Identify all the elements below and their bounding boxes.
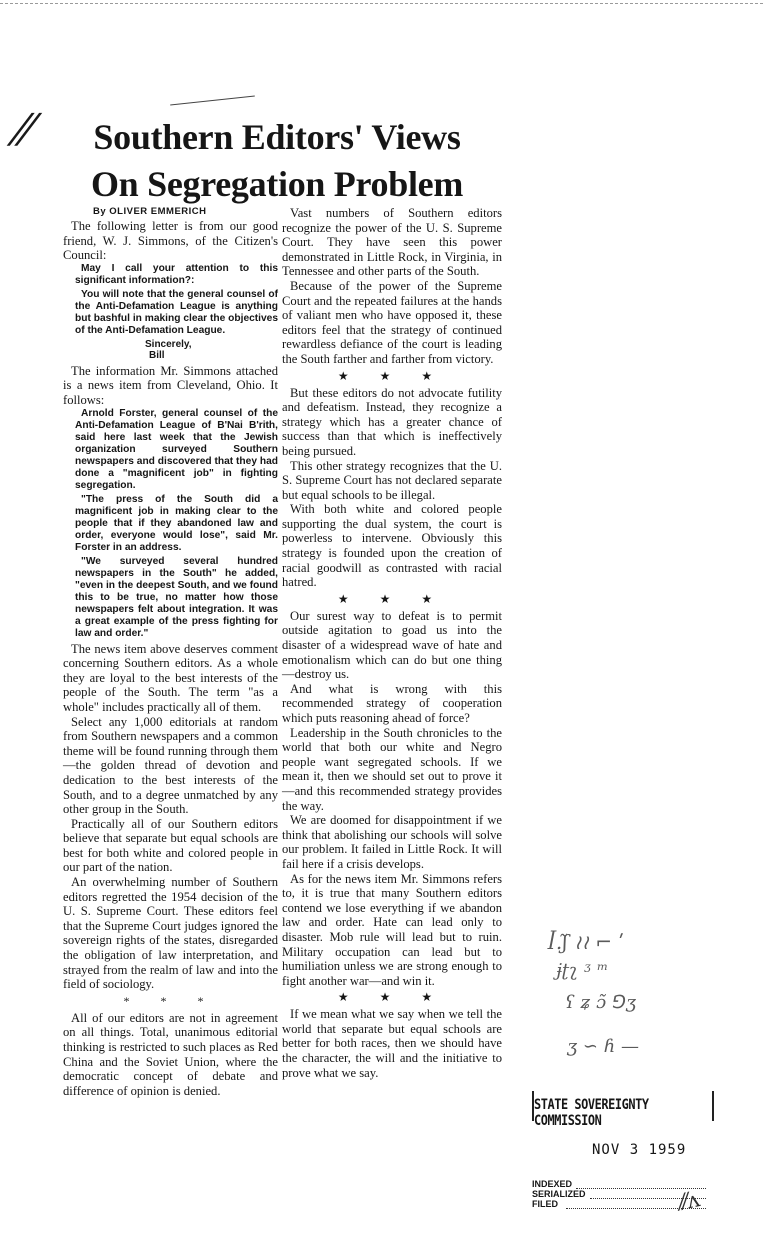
article-column-1 [63,206,278,1098]
handwritten-mark: // [8,106,35,152]
section-divider-stars: ★ ★ ★ [337,990,447,1005]
headline-line-1: Southern Editors' Views [93,117,461,157]
paragraph: The information Mr. Simmons attached is a news item from Cleveland, Ohio. It follows: [63,363,278,407]
paragraph: This other strategy recognizes that the U. S. Supreme Court has not declared separate but equal schools to be illegal. [282,458,502,502]
pencil-scribble [170,96,255,106]
top-dashed-border [0,3,763,4]
quoted-paragraph: "We surveyed several hundred newspapers in the South" he added, "even in the deepest South, and we found this to be true, no matter how those newspapers felt about integration. It was a great example of the press fighting for law and order." [75,555,278,639]
headline-line-2: On Segregation Problem [90,164,464,204]
paragraph: With both white and colored people supporting the dual system, the court is powerless to intervene. Obviously this strategy is founded upon the creation of racial goodwill as contrasted with racial hatred. [282,502,502,590]
stamp-title: STATE SOVEREIGNTY COMMISSION [534,1097,649,1129]
handwritten-note-2: ɉʈʅ ᶾ ᵐ [556,960,609,981]
handwritten-note-4: ʒ ∽ ɦ — [567,1036,639,1057]
column-1-body [63,219,278,1098]
stamp-row-indexed: INDEXED [532,1179,573,1189]
handwritten-initials: ⁄⁄ʌ [677,1187,703,1216]
quoted-paragraph: May I call your attention to this significant information?: [75,262,278,286]
paragraph: Vast numbers of Southern editors recognize the power of the U. S. Supreme Court. They have seen this power demonstrated in Little Rock, in Virginia, in Tennessee and other parts of the South. [282,206,502,279]
paragraph: Because of the power of the Supreme Court and the repeated failures at the hands of valiant men who have opposed it, these editors feel that the strategy of continued rewardless defiance of the court is leading the South farther and farther from victory. [282,278,502,366]
section-divider-stars: ★ ★ ★ [337,368,447,383]
paragraph: The news item above deserves comment concerning Southern editors. As a whole they are loyal to the best interests of the people of the South. The term "as a whole" includes practically all of them. [63,641,278,714]
quoted-paragraph: "The press of the South did a magnificent job in making clear to the people that if they abandoned law and order, everyone would lose", said Mr. Forster in an address. [75,493,278,553]
quoted-paragraph: You will note that the general counsel of the Anti-Defamation League is anything but bashful in making clear the objectives of the Anti-Defamation League. [75,288,278,336]
commission-stamp [528,1085,713,1216]
article-headline [62,114,492,208]
handwritten-note-1: ꟾ.ʃ̃ ≀≀ ⌐ ʹ [548,930,625,954]
byline: By OLIVER EMMERICH [93,206,207,217]
section-divider-stars: * * * [123,993,218,1008]
stamp-date: NOV 3 1959 [592,1142,687,1158]
paragraph: Select any 1,000 editorials at random from Southern newspapers and a common theme will be found running through them—the golden thread of devotion and dedication to the best interests of the South, and to a degree unmatched by any other group in the South. [63,714,278,817]
paragraph: As for the news item Mr. Simmons refers to, it is true that many Southern editors contend we lose everything if we abandon law and order. Hate can lead only to disaster. Mob rule will lead but to ruin. Military occupation can lead but to humiliation unless we are strong enough to fight another war—and win it. [282,871,502,988]
paragraph: And what is wrong with this recommended strategy of cooperation which puts reasoning ahead of force? [282,681,502,725]
signature: Sincerely, [145,338,192,350]
article-column-2 [282,206,502,1080]
paragraph: If we mean what we say when we tell the world that separate but equal schools are better for both races, then we should have the character, the will and the initiative to prove what we say. [282,1007,502,1080]
paragraph: Leadership in the South chronicles to the world that both our white and Negro people want segregated schools. If we mean it, then we should set out to prove it—and this recommended strategy provides the way. [282,725,502,813]
signature: Bill [149,349,165,361]
stamp-row-filed: FILED [532,1199,558,1209]
paragraph: But these editors do not advocate futility and defeatism. Instead, they recognize a strategy which has a greater chance of success than that which is ineffectively being pursued. [282,385,502,458]
column-2-body [282,206,502,1080]
handwritten-note-3: ʕ ʑ ɔ̃ ⅁ʒ [565,992,637,1013]
paragraph: All of our editors are not in agreement on all things. Total, unanimous editorial thinking is restricted to such places as Red China and the Soviet Union, where the democratic concept of debate and difference of opinion is denied. [63,1010,278,1098]
section-divider-stars: ★ ★ ★ [337,591,447,606]
stamp-row-serialized: SERIALIZED [532,1189,586,1199]
paragraph: We are doomed for disappointment if we think that abolishing our schools will solve our problem. It failed in Little Rock. It will fail here if a crisis develops. [282,813,502,871]
quoted-paragraph: Arnold Forster, general counsel of the Anti-Defamation League of B'Nai B'rith, said here last week that the Jewish organization surveyed Southern newspapers and discovered that they had done a "magnificent job" in fighting segregation. [75,407,278,491]
paragraph: The following letter is from our good friend, W. J. Simmons, of the Citizen's Council: [63,219,278,263]
paragraph: An overwhelming number of Southern editors regretted the 1954 decision of the U. S. Supreme Court. These editors feel that the Supreme Court judges ignored the sovereign rights of the states, disregarded the obligation of law interpretation, and strayed from the realm of law and into the field of sociology. [63,875,278,992]
paragraph: Practically all of our Southern editors believe that separate but equal schools are best for both white and colored people in our part of the nation. [63,816,278,875]
paragraph: Our surest way to defeat is to permit outside agitation to goad us into the disaster of a widespread wave of hate and emotionalism which can do but one thing—destroy us. [282,608,502,682]
